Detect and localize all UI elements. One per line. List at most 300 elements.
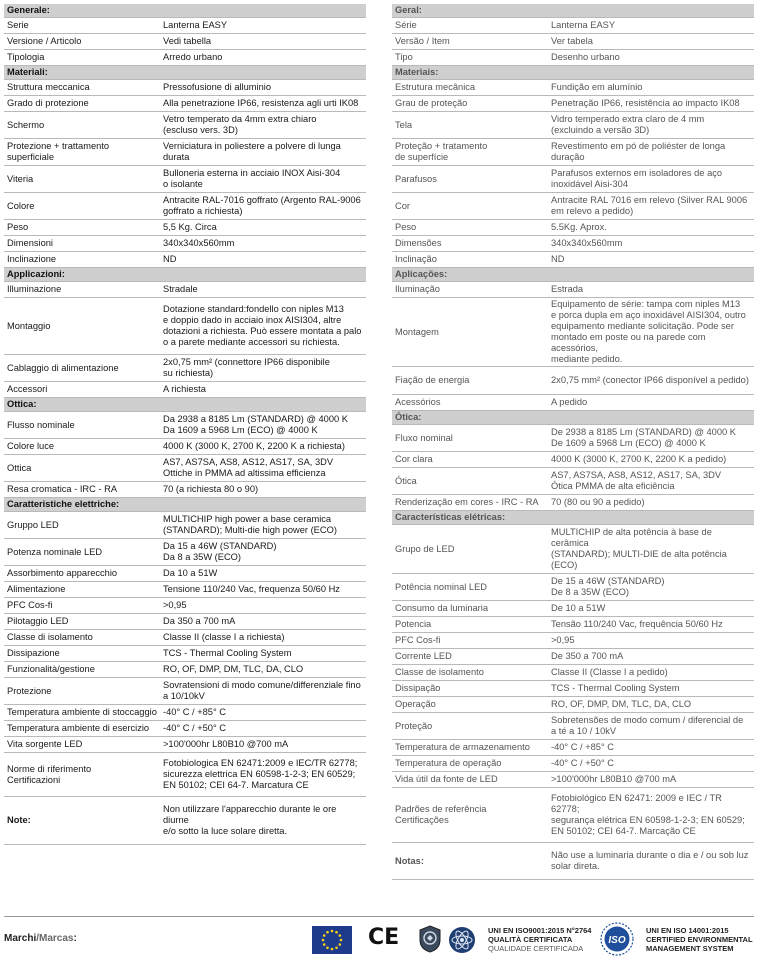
iso9001-certification <box>488 926 591 953</box>
spec-value-line: Classe II (classe I a richiesta) <box>163 632 285 642</box>
spec-value <box>548 772 754 788</box>
spec-label: Flusso nominale <box>4 412 160 439</box>
spec-value-line: sicurezza elettrica EN 60598-1-2-3; EN 60529; <box>163 769 356 779</box>
spec-value <box>548 740 754 756</box>
eu-star <box>338 943 341 946</box>
spec-row <box>4 382 366 398</box>
spec-label: Dimensões <box>392 236 548 252</box>
spec-row <box>4 252 366 268</box>
spec-label-line: Certificazioni <box>7 774 61 785</box>
spec-label: Cor clara <box>392 452 548 468</box>
section-header <box>4 4 366 18</box>
cert1-line2: QUALITÀ CERTIFICATA <box>488 935 573 944</box>
spec-label: Grado di protezione <box>4 96 160 112</box>
spec-value-line: Da 10 a 51W <box>163 568 218 578</box>
section-header <box>4 66 366 80</box>
spec-value <box>548 617 754 633</box>
spec-value-line: Antracite RAL-7016 goffrato (Argento RAL-9006 <box>163 195 361 205</box>
spec-row <box>4 646 366 662</box>
spec-value-line: RO, OF, DMP, DM, TLC, DA, CLO <box>551 699 692 709</box>
cert1-line3: QUALIDADE CERTIFICADA <box>488 944 584 953</box>
spec-value-line: TCS - Thermal Cooling System <box>163 648 292 658</box>
spec-row <box>392 633 754 649</box>
spec-value-line: a té a 10 / 10kV <box>551 726 617 736</box>
spec-value-line: Alla penetrazione IP66, resistenza agli urti IK08 <box>163 98 359 108</box>
spec-label <box>392 139 548 166</box>
spec-row <box>4 678 366 705</box>
spec-value <box>160 539 366 566</box>
spec-value-line: Pressofusione di alluminio <box>163 82 272 92</box>
spec-label: Alimentazione <box>4 582 160 598</box>
spec-label: Struttura meccanica <box>4 80 160 96</box>
spec-value <box>548 713 754 740</box>
spec-row <box>392 665 754 681</box>
spec-value <box>160 512 366 539</box>
spec-value <box>160 737 366 753</box>
spec-label: Versão / Item <box>392 34 548 50</box>
spec-value-line: Vedi tabella <box>163 36 212 46</box>
spec-label: Cor <box>392 193 548 220</box>
spec-row <box>4 753 366 797</box>
spec-row <box>4 797 366 845</box>
spec-value-line: EN 50102; CEI 64-7. Marcação CE <box>551 826 696 836</box>
section-header <box>4 268 366 282</box>
spec-value <box>160 193 366 220</box>
spec-label-line: Protezione + trattamento <box>7 141 110 151</box>
cert1-line1: UNI EN ISO9001:2015 N°2764 <box>488 926 592 935</box>
spec-value <box>160 705 366 721</box>
spec-label: Gruppo LED <box>4 512 160 539</box>
spec-value-line: Ver tabela <box>551 36 593 46</box>
spec-value-line: AS7, AS7SA, AS8, AS12, AS17, SA, 3DV <box>551 470 722 480</box>
spec-label: Versione / Articolo <box>4 34 160 50</box>
spec-value <box>160 282 366 298</box>
section-header <box>4 498 366 512</box>
spec-value <box>160 566 366 582</box>
spec-label: Corrente LED <box>392 649 548 665</box>
spec-value-line: equipamento mediante solicitação. Pode ser <box>551 321 734 331</box>
spec-value-line: RO, OF, DMP, DM, TLC, DA, CLO <box>163 664 304 674</box>
spec-label: Temperatura ambiente di stoccaggio <box>4 705 160 721</box>
spec-label: PFC Cos-fi <box>392 633 548 649</box>
spec-label: Classe di isolamento <box>4 630 160 646</box>
spec-label: Estrutura mecânica <box>392 80 548 96</box>
spec-value-line: ND <box>551 254 565 264</box>
spec-label: Temperatura de armazenamento <box>392 740 548 756</box>
spec-row <box>392 80 754 96</box>
spec-value-line: -40° C / +85° C <box>163 707 226 717</box>
spec-row <box>4 18 366 34</box>
brands-label-it: Marchi <box>4 933 37 944</box>
spec-label: Assorbimento apparecchio <box>4 566 160 582</box>
spec-value-line: (excluindo a versão 3D) <box>551 125 650 135</box>
spec-value <box>548 395 754 411</box>
spec-value <box>548 220 754 236</box>
spec-value-line: durata <box>163 152 190 162</box>
spec-label: Montaggio <box>4 298 160 355</box>
spec-value <box>548 425 754 452</box>
spec-value-line: 2x0,75 mm² (conector IP66 disponível a pedido) <box>551 375 749 385</box>
spec-value <box>160 50 366 66</box>
spec-value-line: Penetração IP66, resistência ao impacto IK08 <box>551 98 740 108</box>
spec-value-line: Stradale <box>163 284 198 294</box>
eu-star <box>326 931 329 934</box>
spec-row <box>4 721 366 737</box>
spec-value-line: Tensione 110/240 Vac, frequenza 50/60 Hz <box>163 584 340 594</box>
spec-value-line: Sovratensioni di modo comune/differenziale fino <box>163 680 361 690</box>
footer-divider <box>4 916 754 917</box>
spec-label: Cablaggio di alimentazione <box>4 355 160 382</box>
spec-value <box>160 439 366 455</box>
spec-value-line: su richiesta) <box>163 368 214 378</box>
spec-row <box>392 96 754 112</box>
spec-value <box>160 80 366 96</box>
spec-row <box>392 236 754 252</box>
spec-value-line: 70 (a richiesta 80 o 90) <box>163 484 259 494</box>
spec-row <box>392 601 754 617</box>
spec-value-line: De 350 a 700 mA <box>551 651 624 661</box>
spec-label: Serie <box>4 18 160 34</box>
spec-value <box>548 788 754 843</box>
spec-value <box>160 220 366 236</box>
spec-row <box>4 34 366 50</box>
spec-value-line: Da 350 a 700 mA <box>163 616 236 626</box>
spec-value-line: >100'000hr L80B10 @700 mA <box>163 739 289 749</box>
spec-value-line: Não use a luminaria durante o dia e / ou sob luz <box>551 850 749 860</box>
spec-value-line: (escluso vers. 3D) <box>163 125 238 135</box>
section-title: Materiais: <box>392 66 754 80</box>
spec-value <box>548 252 754 268</box>
spec-row <box>392 649 754 665</box>
spec-label: Fluxo nominal <box>392 425 548 452</box>
spec-row <box>392 756 754 772</box>
section-title: Geral: <box>392 4 754 18</box>
spec-label: Colore luce <box>4 439 160 455</box>
spec-value <box>160 139 366 166</box>
spec-value <box>548 756 754 772</box>
spec-row <box>392 425 754 452</box>
spec-value <box>548 193 754 220</box>
spec-value-line: A pedido <box>551 397 588 407</box>
spec-value-line: Arredo urbano <box>163 52 223 62</box>
spec-value <box>160 630 366 646</box>
spec-value-line: 5,5 Kg. Circa <box>163 222 217 232</box>
spec-value <box>160 721 366 737</box>
spec-label: Potência nominal LED <box>392 574 548 601</box>
spec-value <box>548 525 754 574</box>
spec-value-line: De 10 a 51W <box>551 603 606 613</box>
spec-value-line: Vetro temperato da 4mm extra chiaro <box>163 114 317 124</box>
spec-value <box>548 495 754 511</box>
specs-italian <box>4 4 366 845</box>
spec-value-line: MULTICHIP high power a base ceramica <box>163 514 332 524</box>
spec-value-line: Antracite RAL 7016 em relevo (Silver RAL 9006 <box>551 195 748 205</box>
spec-value-line: 4000 K (3000 K, 2700 K, 2200 K a richiesta) <box>163 441 345 451</box>
spec-value-line: 5.5Kg. Aprox. <box>551 222 607 232</box>
spec-value-line: Bulloneria esterna in acciaio INOX Aisi-304 <box>163 168 341 178</box>
spec-row <box>4 139 366 166</box>
spec-row <box>392 713 754 740</box>
spec-row <box>4 582 366 598</box>
spec-label: Inclinazione <box>4 252 160 268</box>
section-header <box>392 511 754 525</box>
spec-value-line: Lanterna EASY <box>551 20 616 30</box>
spec-row <box>4 193 366 220</box>
spec-row <box>392 788 754 843</box>
spec-row <box>4 705 366 721</box>
spec-row <box>4 482 366 498</box>
spec-value-line: 340x340x560mm <box>551 238 623 248</box>
spec-value <box>548 367 754 395</box>
spec-label: Vida útil da fonte de LED <box>392 772 548 788</box>
spec-row <box>392 252 754 268</box>
spec-row <box>392 367 754 395</box>
spec-value <box>548 468 754 495</box>
spec-value-line: (STANDARD); Multi-die high power (ECO) <box>163 525 337 535</box>
spec-value <box>160 252 366 268</box>
section-header <box>392 66 754 80</box>
spec-label: Dissipação <box>392 681 548 697</box>
spec-label: Grupo de LED <box>392 525 548 574</box>
spec-value <box>548 574 754 601</box>
spec-value-line: De 1609 a 5968 Lm (ECO) @ 4000 K <box>551 438 706 448</box>
spec-value <box>160 34 366 50</box>
spec-row <box>4 662 366 678</box>
spec-row <box>392 468 754 495</box>
spec-value-line: Equipamento de série: tampa com niples M13 <box>551 299 741 309</box>
spec-value <box>548 50 754 66</box>
spec-row <box>392 843 754 880</box>
spec-label: Fiação de energia <box>392 367 548 395</box>
spec-value <box>548 298 754 367</box>
spec-label-line: Padrões de referência <box>395 804 487 814</box>
section-header <box>392 268 754 282</box>
spec-value-line: TCS - Thermal Cooling System <box>551 683 680 693</box>
spec-value <box>548 843 754 880</box>
spec-value <box>160 582 366 598</box>
spec-label: Colore <box>4 193 160 220</box>
spec-value-line: montado em poste ou na parede com acessórios, <box>551 332 706 353</box>
spec-value-line: >100'000hr L80B10 @700 mA <box>551 774 677 784</box>
spec-value-line: 2x0,75 mm² (connettore IP66 disponibile <box>163 357 330 367</box>
spec-value <box>548 697 754 713</box>
spec-row <box>4 439 366 455</box>
spec-value-line: Lanterna EASY <box>163 20 228 30</box>
spec-value-line: 340x340x560mm <box>163 238 235 248</box>
spec-value <box>548 34 754 50</box>
brands-label-colon: : <box>73 933 77 944</box>
spec-value <box>160 112 366 139</box>
spec-label-line: Proteção + tratamento <box>395 141 488 151</box>
spec-row <box>392 193 754 220</box>
spec-value-line: Classe II (Classe I a pedido) <box>551 667 668 677</box>
spec-label: Viteria <box>4 166 160 193</box>
spec-value-line: Verniciatura in poliestere a polvere di lunga <box>163 141 341 151</box>
spec-value-line: 70 (80 ou 90 a pedido) <box>551 497 645 507</box>
spec-value <box>548 601 754 617</box>
spec-value <box>548 139 754 166</box>
spec-value <box>548 18 754 34</box>
spec-label <box>4 753 160 797</box>
spec-value <box>548 665 754 681</box>
spec-row <box>392 495 754 511</box>
spec-row <box>4 166 366 193</box>
eu-star <box>340 939 343 942</box>
spec-row <box>392 681 754 697</box>
spec-table-portuguese <box>392 4 754 880</box>
spec-value <box>160 382 366 398</box>
spec-row <box>392 166 754 193</box>
spec-value <box>160 614 366 630</box>
spec-value <box>160 298 366 355</box>
spec-value <box>548 633 754 649</box>
spec-value <box>548 452 754 468</box>
spec-value <box>548 166 754 193</box>
spec-row <box>4 112 366 139</box>
spec-row <box>392 220 754 236</box>
spec-value-line: e doppio dado in acciaio inox AISI304, altre <box>163 315 342 325</box>
spec-value-line: >0,95 <box>551 635 575 645</box>
spec-value <box>160 753 366 797</box>
spec-label: Notas: <box>392 843 548 880</box>
atom-seal-icon <box>448 926 476 954</box>
spec-value <box>160 678 366 705</box>
spec-row <box>4 512 366 539</box>
spec-value <box>160 96 366 112</box>
spec-value-line: Da 2938 a 8185 Lm (STANDARD) @ 4000 K <box>163 414 348 424</box>
spec-value-line: o isolante <box>163 179 203 189</box>
spec-row <box>4 630 366 646</box>
spec-value-line: 4000 K (3000 K, 2700 K, 2200 K a pedido) <box>551 454 727 464</box>
eu-star <box>322 939 325 942</box>
spec-row <box>4 355 366 382</box>
spec-row <box>392 452 754 468</box>
spec-value <box>160 236 366 252</box>
section-title: Ótica: <box>392 411 754 425</box>
eu-star <box>331 930 334 933</box>
spec-value <box>548 649 754 665</box>
spec-label: Classe de isolamento <box>392 665 548 681</box>
spec-value <box>548 236 754 252</box>
spec-value <box>160 355 366 382</box>
spec-label: Dimensioni <box>4 236 160 252</box>
spec-value-line: AS7, AS7SA, AS8, AS12, AS17, SA, 3DV <box>163 457 334 467</box>
iso-logo-icon <box>598 922 636 956</box>
spec-value-line: >0,95 <box>163 600 187 610</box>
spec-label: Temperatura de operação <box>392 756 548 772</box>
spec-value-line: mediante pedido. <box>551 354 623 364</box>
spec-value-line: Estrada <box>551 284 584 294</box>
section-title: Materiali: <box>4 66 366 80</box>
spec-value-line: A richiesta <box>163 384 206 394</box>
spec-value-line: -40° C / +50° C <box>551 758 614 768</box>
spec-row <box>392 574 754 601</box>
spec-row <box>4 412 366 439</box>
spec-value-line: Revestimento em pó de poliéster de longa <box>551 141 726 151</box>
spec-label: Renderização em cores - IRC - RA <box>392 495 548 511</box>
spec-value-line: inoxidável Aisi-304 <box>551 179 629 189</box>
spec-value-line: Da 8 a 35W (ECO) <box>163 552 242 562</box>
spec-label: Inclinação <box>392 252 548 268</box>
spec-value-line: Da 15 a 46W (STANDARD) <box>163 541 277 551</box>
spec-label-line: Certificações <box>395 815 449 825</box>
spec-value-line: (STANDARD); MULTI-DIE de alta potência (ECO) <box>551 549 727 570</box>
spec-value-line: Ottiche in PMMA ad altissima efficienza <box>163 468 326 478</box>
section-title: Aplicações: <box>392 268 754 282</box>
spec-row <box>4 455 366 482</box>
spec-value <box>160 455 366 482</box>
spec-row <box>4 282 366 298</box>
section-title: Applicazioni: <box>4 268 366 282</box>
section-title: Generale: <box>4 4 366 18</box>
spec-row <box>392 617 754 633</box>
spec-value-line: De 15 a 46W (STANDARD) <box>551 576 665 586</box>
iso-logo-text: ISO <box>608 935 626 946</box>
spec-value-line: -40° C / +85° C <box>551 742 614 752</box>
spec-label: Tela <box>392 112 548 139</box>
section-title: Caratteristiche elettriche: <box>4 498 366 512</box>
spec-label: PFC Cos-fi <box>4 598 160 614</box>
spec-value-line: Tensão 110/240 Vac, frequência 50/60 Hz <box>551 619 723 629</box>
spec-label: Peso <box>392 220 548 236</box>
spec-label: Série <box>392 18 548 34</box>
spec-row <box>392 18 754 34</box>
section-title: Ottica: <box>4 398 366 412</box>
spec-row <box>4 298 366 355</box>
spec-value <box>160 646 366 662</box>
spec-value <box>160 662 366 678</box>
spec-value <box>160 598 366 614</box>
cert2-line2: CERTIFIED ENVIRONMENTAL <box>646 935 753 944</box>
spec-label: Parafusos <box>392 166 548 193</box>
spec-label <box>4 139 160 166</box>
spec-label: Temperatura ambiente di esercizio <box>4 721 160 737</box>
spec-value-line: segurança elétrica EN 60598-1-2-3; EN 60529; <box>551 815 745 825</box>
spec-row <box>392 525 754 574</box>
spec-value-line: Fotobiologica EN 62471:2009 e IEC/TR 62778; <box>163 758 358 768</box>
spec-value <box>160 797 366 845</box>
spec-row <box>4 50 366 66</box>
spec-label: Operação <box>392 697 548 713</box>
spec-label <box>392 788 548 843</box>
spec-value-line: a 10/10kV <box>163 691 205 701</box>
spec-value-line: Desenho urbano <box>551 52 620 62</box>
section-header <box>4 398 366 412</box>
spec-row <box>392 772 754 788</box>
spec-value-line: -40° C / +50° C <box>163 723 226 733</box>
spec-row <box>392 395 754 411</box>
spec-row <box>4 598 366 614</box>
spec-label: Schermo <box>4 112 160 139</box>
spec-label: Illuminazione <box>4 282 160 298</box>
spec-label: Grau de proteção <box>392 96 548 112</box>
spec-value-line: goffrato a richiesta) <box>163 206 243 216</box>
spec-row <box>4 614 366 630</box>
spec-value-line: duração <box>551 152 585 162</box>
spec-value-line: e porca dupla em aço inoxidável AISI304, outro <box>551 310 746 320</box>
specs-portuguese <box>392 4 754 880</box>
spec-label: Vita sorgente LED <box>4 737 160 753</box>
spec-value <box>548 96 754 112</box>
spec-value-line: MULTICHIP de alta potência à base de cerâmica <box>551 527 712 548</box>
ce-mark-icon: CE <box>368 925 400 950</box>
certification-seal-icon <box>418 925 442 953</box>
spec-label-line: Norme di riferimento <box>7 763 92 774</box>
spec-label: Potencia <box>392 617 548 633</box>
spec-value-line: em relevo a pedido) <box>551 206 634 216</box>
eu-star <box>326 946 329 949</box>
spec-row <box>4 220 366 236</box>
